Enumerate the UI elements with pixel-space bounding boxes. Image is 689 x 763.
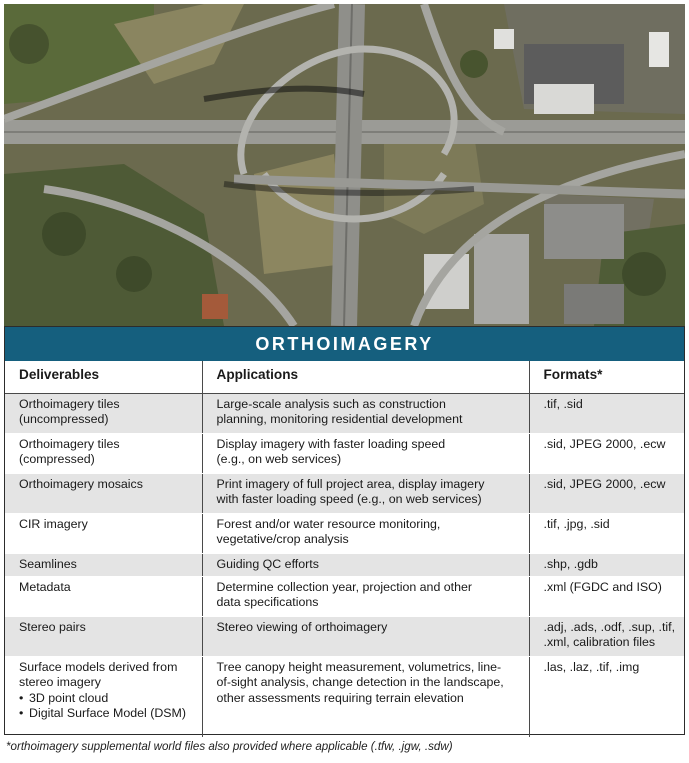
deliverable-cell: Orthoimagery tiles (uncompressed): [5, 393, 202, 433]
header-deliverables: Deliverables: [5, 361, 202, 393]
footnote: *orthoimagery supplemental world files also provided where applicable (.tfw, .jgw, .sdw): [6, 740, 453, 753]
deliverable-cell: Metadata: [5, 576, 202, 616]
application-cell: Forest and/or water resource monitoring, vegetative/crop analysis: [202, 513, 529, 553]
table-row: [5, 393, 684, 433]
table-row: [5, 656, 684, 737]
deliverable-cell: Orthoimagery tiles (compressed): [5, 433, 202, 473]
deliverables-table: [5, 361, 684, 738]
application-cell: Tree canopy height measurement, volumetrics, line- of-sight analysis, change detection in the landscape, other assessments requiring terrain elevation: [202, 656, 529, 737]
deliverable-cell: CIR imagery: [5, 513, 202, 553]
deliverable-cell: Seamlines: [5, 553, 202, 576]
formats-cell: .sid, JPEG 2000, .ecw: [529, 473, 684, 513]
header-formats: Formats*: [529, 361, 684, 393]
formats-cell: .adj, .ads, .odf, .sup, .tif, .xml, calibration files: [529, 616, 684, 656]
deliverable-sublist: [19, 691, 202, 722]
deliverable-cell: Stereo pairs: [5, 616, 202, 656]
header-applications: Applications: [202, 361, 529, 393]
table-row: [5, 616, 684, 656]
table-row: [5, 433, 684, 473]
table-title: ORTHOIMAGERY: [5, 327, 684, 361]
application-cell: Print imagery of full project area, display imagery with faster loading speed (e.g., on web services): [202, 473, 529, 513]
table-row: [5, 553, 684, 576]
application-cell: Stereo viewing of orthoimagery: [202, 616, 529, 656]
deliverable-cell: Surface models derived from stereo imagery • 3D point cloud • Digital Surface Model (DSM): [5, 656, 202, 737]
table-row: [5, 513, 684, 553]
table-row: [5, 576, 684, 616]
list-item: • 3D point cloud: [19, 691, 202, 707]
header-row: [5, 361, 684, 393]
application-cell: Large-scale analysis such as construction planning, monitoring residential development: [202, 393, 529, 433]
deliverable-cell: Orthoimagery mosaics: [5, 473, 202, 513]
formats-cell: .tif, .jpg, .sid: [529, 513, 684, 553]
formats-cell: .las, .laz, .tif, .img: [529, 656, 684, 737]
formats-cell: .shp, .gdb: [529, 553, 684, 576]
list-item: • Digital Surface Model (DSM): [19, 706, 202, 722]
table-row: [5, 473, 684, 513]
application-cell: Display imagery with faster loading speed (e.g., on web services): [202, 433, 529, 473]
orthoimagery-table: [4, 326, 685, 735]
formats-cell: .sid, JPEG 2000, .ecw: [529, 433, 684, 473]
formats-cell: .tif, .sid: [529, 393, 684, 433]
formats-cell: .xml (FGDC and ISO): [529, 576, 684, 616]
aerial-photo: [4, 4, 685, 326]
application-cell: Guiding QC efforts: [202, 553, 529, 576]
application-cell: Determine collection year, projection and other data specifications: [202, 576, 529, 616]
